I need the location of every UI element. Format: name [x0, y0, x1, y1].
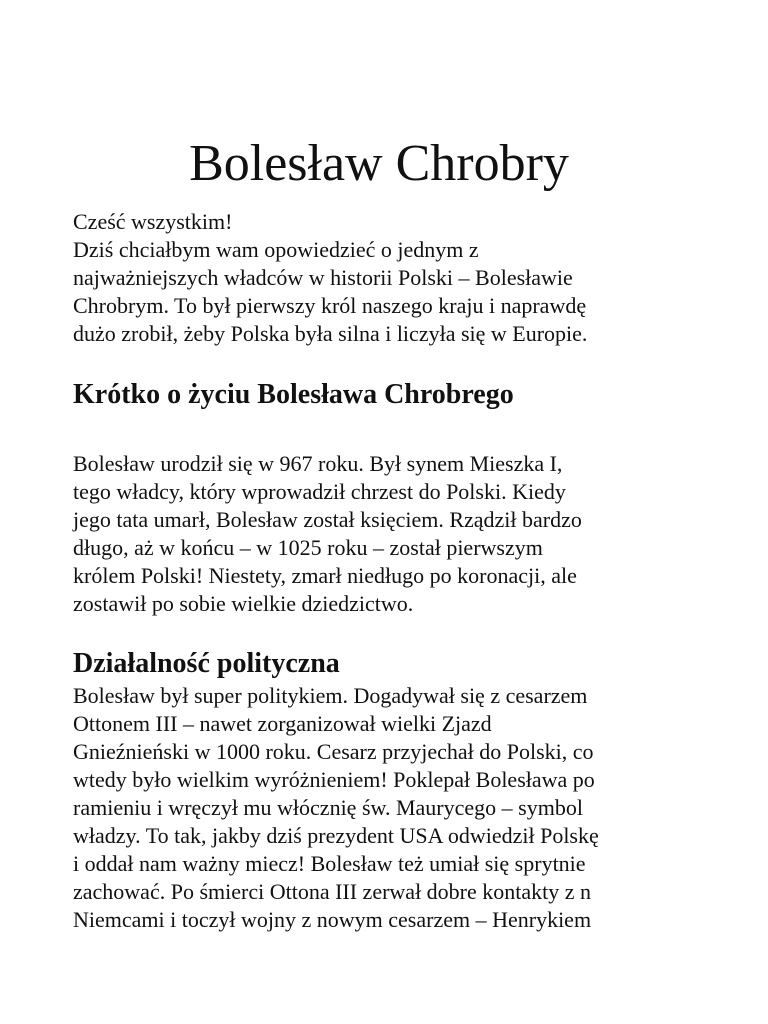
life-line: zostawił po sobie wielkie dziedzictwo.: [73, 591, 414, 616]
intro-line: Dziś chciałbym wam opowiedzieć o jednym z: [73, 237, 479, 262]
section-heading-politics: Działalność polityczna: [73, 648, 340, 679]
intro-line: Cześć wszystkim!: [73, 209, 233, 234]
politics-line: zachować. Po śmierci Ottona III zerwał dobre kontakty z n: [73, 879, 592, 904]
politics-line: i oddał nam ważny miecz! Bolesław też umiał się sprytnie: [73, 851, 586, 876]
life-line: Bolesław urodził się w 967 roku. Był synem Mieszka I,: [73, 451, 563, 476]
politics-line: Gnieźnieński w 1000 roku. Cesarz przyjechał do Polski, co: [73, 739, 594, 764]
politics-line: władzy. To tak, jakby dziś prezydent USA odwiedził Polskę: [73, 823, 599, 848]
politics-line: ramieniu i wręczył mu włócznię św. Maurycego – symbol: [73, 795, 583, 820]
life-paragraph: [73, 450, 723, 618]
politics-line: Bolesław był super politykiem. Dogadywał się z cesarzem: [73, 683, 588, 708]
politics-line: Ottonem III – nawet zorganizował wielki Zjazd: [73, 711, 492, 736]
intro-line: najważniejszych władców w historii Polski – Bolesławie: [73, 265, 573, 290]
intro-line: Chrobrym. To był pierwszy król naszego kraju i naprawdę: [73, 293, 587, 318]
intro-line: dużo zrobił, żeby Polska była silna i liczyła się w Europie.: [73, 321, 588, 346]
politics-line: Niemcami i toczył wojny z nowym cesarzem – Henrykiem: [73, 907, 592, 932]
life-line: królem Polski! Niestety, zmarł niedługo po koronacji, ale: [73, 563, 577, 588]
section-heading-life: Krótko o życiu Bolesława Chrobrego: [73, 379, 514, 410]
politics-paragraph: [73, 682, 723, 934]
life-line: jego tata umarł, Bolesław został księciem. Rządził bardzo: [73, 507, 582, 532]
intro-paragraph: [73, 208, 723, 348]
document-title: Bolesław Chrobry: [189, 135, 569, 192]
life-line: długo, aż w końcu – w 1025 roku – został pierwszym: [73, 535, 543, 560]
politics-line: wtedy było wielkim wyróżnieniem! Poklepał Bolesława po: [73, 767, 595, 792]
life-line: tego władcy, który wprowadził chrzest do Polski. Kiedy: [73, 479, 566, 504]
